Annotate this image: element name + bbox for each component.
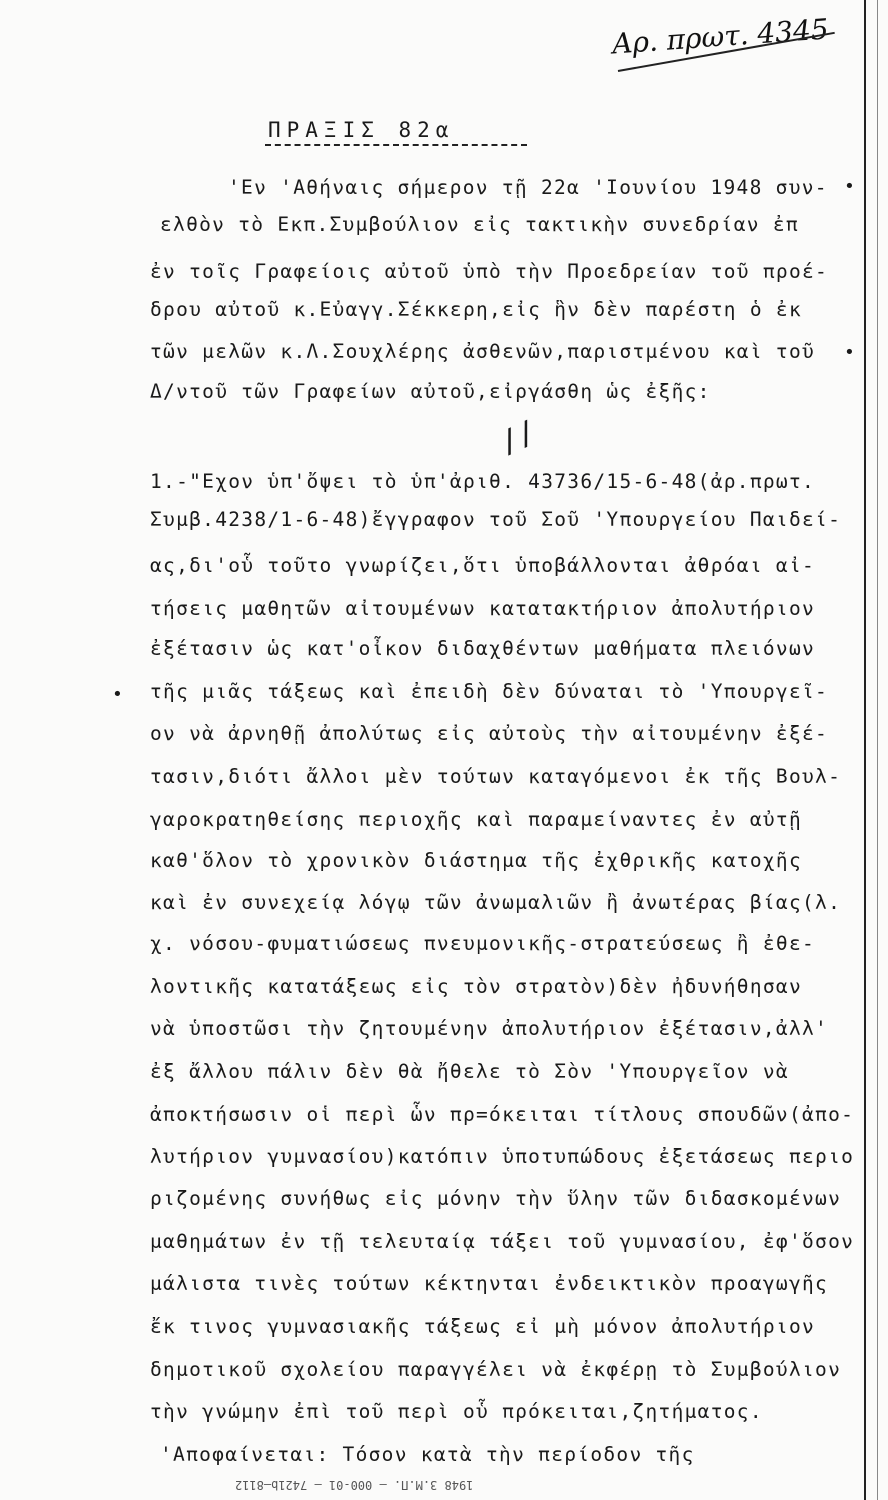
text-line: ἀποκτήσωσιν οἱ περὶ ὧν πρ=όκειται τίτλους σπουδῶν(ἀπο- xyxy=(150,1103,855,1126)
text-line: λυτήριον γυμνασίου)κατόπιν ὑποτυπώδους ἐξετάσεως περιο xyxy=(150,1145,855,1168)
margin-dot: • xyxy=(112,684,123,705)
text-line: ἐξέτασιν ὡς κατ'οἶκον διδαχθέντων μαθήματα πλειόνων xyxy=(150,637,816,660)
text-line: Συμβ.4238/1-6-48)ἔγγραφον τοῦ Σοῦ 'Υπουργείου Παιδεί- xyxy=(150,508,842,531)
text-line: μάλιστα τινὲς τούτων κέκτηνται ἐνδεικτικὸν προαγωγῆς xyxy=(150,1272,829,1295)
text-line: δρου αὐτοῦ κ.Εὐαγγ.Σέκκερη,εἰς ἣν δὲν παρέστη ὁ ἐκ xyxy=(150,298,802,321)
text-line: τῶν μελῶν κ.Λ.Σουχλέρης ἀσθενῶν,παριστμένου καὶ τοῦ xyxy=(150,340,816,363)
text-line: γαροκρατηθείσης περιοχῆς καὶ παραμείναντες ἐν αὐτῇ xyxy=(150,808,802,831)
text-line: τήσεις μαθητῶν αἰτουμένων κατατακτήριον ἀπολυτήριον xyxy=(150,597,816,620)
handwritten-reference-number: Αρ. πρωτ. 4345 xyxy=(611,12,830,61)
margin-dot: • xyxy=(844,176,855,197)
text-line: ας,δι'οὗ τοῦτο γνωρίζει,ὅτι ὑποβάλλονται ἀθρόαι αἰ- xyxy=(150,554,816,577)
margin-dot: • xyxy=(844,342,855,363)
title-underline xyxy=(265,144,527,146)
section-separator-mark: // xyxy=(494,414,542,461)
text-line: λοντικῆς κατατάξεως εἰς τὸν στρατὸν)δὲν ἠδυνήθησαν xyxy=(150,975,802,998)
text-line: ἐν τοῖς Γραφείοις αὐτοῦ ὑπὸ τὴν Προεδρείαν τοῦ προέ- xyxy=(150,260,829,283)
page-edge-shadow xyxy=(877,0,878,1500)
text-line: ἐξ ἄλλου πάλιν δὲν θὰ ἤθελε τὸ Σὸν 'Υπουργεῖον νὰ xyxy=(150,1060,789,1083)
text-line: 'Αποφαίνεται: Τόσον κατὰ τὴν περίοδον τῆς xyxy=(160,1443,695,1466)
page-edge xyxy=(864,0,866,1500)
text-line: μαθημάτων ἐν τῇ τελευταίᾳ τάξει τοῦ γυμνασίου, ἐφ'ὅσον xyxy=(150,1230,855,1253)
text-line: ον νὰ ἀρνηθῇ ἀπολύτως εἰς αὐτοὺς τὴν αἰτουμένην ἐξέ- xyxy=(150,722,829,745)
print-footer-stamp: 1948 3.Μ.Π. — 000-01 — 7421b–8112 xyxy=(235,1478,474,1492)
text-line: ριζομένης συνήθως εἰς μόνην τὴν ὕλην τῶν διδασκομένων xyxy=(150,1187,842,1210)
document-title: ΠΡΑΞΙΣ 82α xyxy=(268,118,455,142)
text-line: χ. νόσου-φυματιώσεως πνευμονικῆς-στρατεύσεως ἢ ἐθε- xyxy=(150,932,816,955)
text-line: δημοτικοῦ σχολείου παραγγέλει νὰ ἐκφέρῃ τὸ Συμβούλιον xyxy=(150,1358,842,1381)
text-line: νὰ ὑποστῶσι τὴν ζητουμένην ἀπολυτήριον ἐξέτασιν,ἀλλ' xyxy=(150,1017,829,1040)
text-line: Δ/ντοῦ τῶν Γραφείων αὐτοῦ,εἰργάσθη ὡς ἐξῆς: xyxy=(150,380,711,403)
text-line: ἔκ τινος γυμνασιακῆς τάξεως εἰ μὴ μόνον ἀπολυτήριον xyxy=(150,1315,816,1338)
text-line: καὶ ἐν συνεχείᾳ λόγῳ τῶν ἀνωμαλιῶν ἢ ἀνωτέρας βίας(λ. xyxy=(150,891,842,914)
text-line: τασιν,διότι ἄλλοι μὲν τούτων καταγόμενοι ἐκ τῆς Βουλ- xyxy=(150,765,842,788)
text-line: ελθὸν τὸ Εκπ.Συμβούλιον εἰς τακτικὴν συνεδρίαν ἐπ xyxy=(160,213,799,236)
text-line: τῆς μιᾶς τάξεως καὶ ἐπειδὴ δὲν δύναται τὸ 'Υπουργεῖ- xyxy=(150,680,829,703)
text-line: τὴν γνώμην ἐπὶ τοῦ περὶ οὗ πρόκειται,ζητήματος. xyxy=(150,1400,763,1423)
text-line: 1.-"Εχον ὑπ'ὄψει τὸ ὑπ'ἀριθ. 43736/15-6-48(ἀρ.πρωτ. xyxy=(150,470,816,493)
text-line: καθ'ὅλον τὸ χρονικὸν διάστημα τῆς ἐχθρικῆς κατοχῆς xyxy=(150,849,802,872)
text-line: 'Εν 'Αθήναις σήμερον τῇ 22α 'Ιουνίου 1948 συν- xyxy=(228,176,828,199)
